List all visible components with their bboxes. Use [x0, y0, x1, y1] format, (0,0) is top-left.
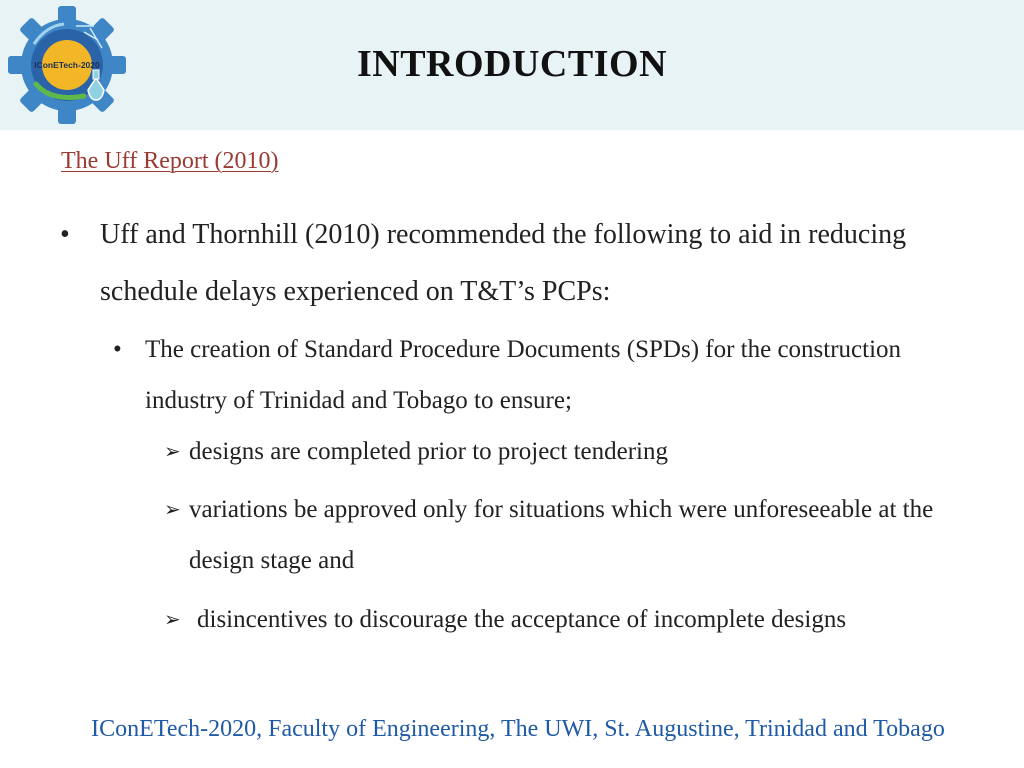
list-item-level2 [113, 324, 913, 426]
list-item-text: Uff and Thornhill (2010) recommended the following to aid in reducing schedule delays experienced on T&T’s PCPs: [100, 219, 907, 307]
list-item-level3 [164, 594, 964, 645]
list-item-text: variations be approved only for situations which were unforeseeable at the design stage and [189, 496, 934, 574]
list-item-level1 [60, 206, 930, 320]
list-item-text: designs are completed prior to project tendering [189, 438, 669, 465]
page-title: INTRODUCTION [356, 43, 668, 85]
arrow-bullet-icon: ➢ [164, 497, 181, 521]
bullet-icon: • [60, 219, 70, 250]
list-item-level3 [164, 484, 964, 586]
section-subtitle: The Uff Report (2010) [61, 148, 279, 174]
logo-text: IConETech-2020 [34, 60, 100, 70]
list-item-text: The creation of Standard Procedure Documents (SPDs) for the construction industry of Trinidad and Tobago to ensure; [145, 336, 902, 414]
footer-text: IConETech-2020, Faculty of Engineering, The UWI, St. Augustine, Trinidad and Tobago [91, 716, 945, 742]
list-item-level3 [164, 426, 964, 477]
arrow-bullet-icon: ➢ [164, 607, 181, 631]
list-item-text: disincentives to discourage the acceptance of incomplete designs [197, 606, 847, 633]
arrow-bullet-icon: ➢ [164, 439, 181, 463]
bullet-icon: • [113, 336, 122, 363]
